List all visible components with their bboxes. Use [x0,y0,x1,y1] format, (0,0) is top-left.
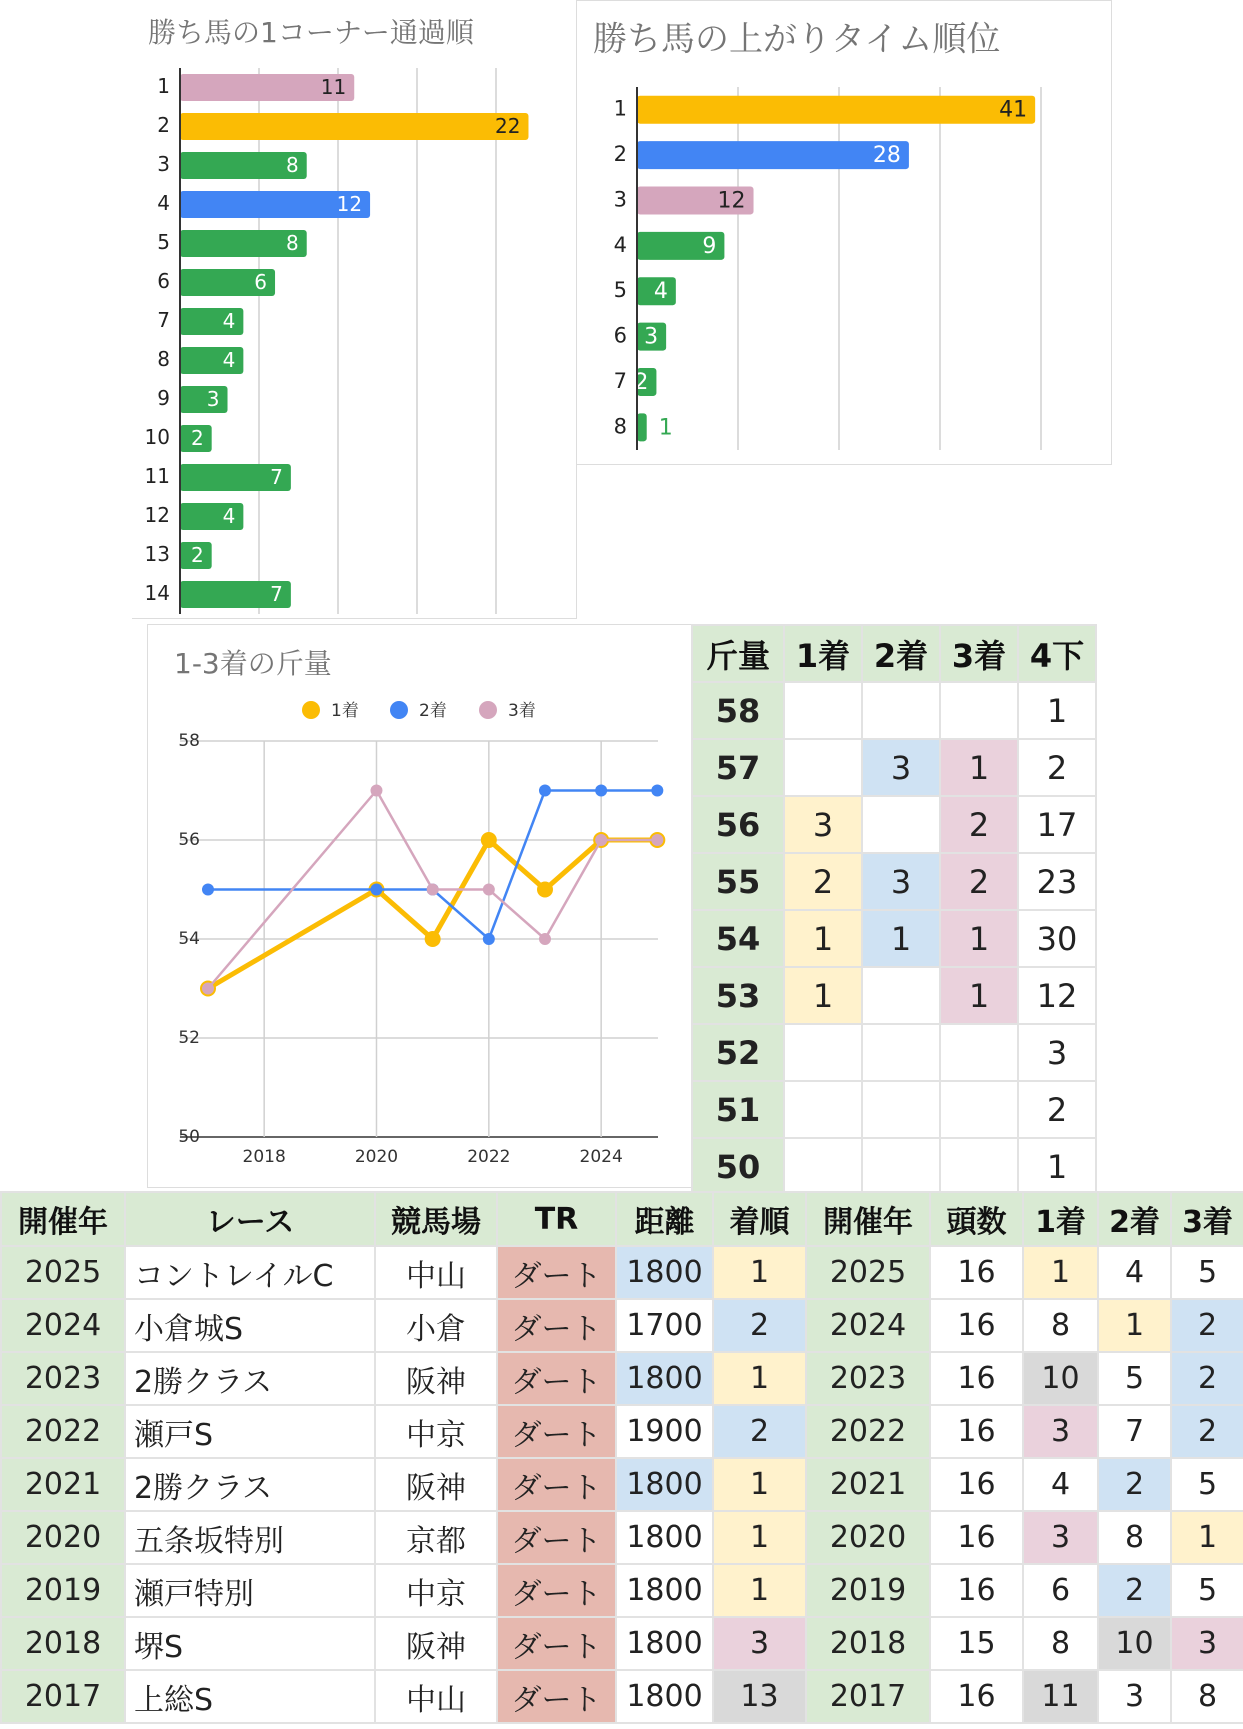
count-cell: 1 [940,739,1018,796]
results-table-header-cell: 1着 [1023,1192,1098,1246]
count-cell [784,739,862,796]
data-point [427,884,439,896]
category-label: 2 [157,113,170,137]
category-label: 1 [613,96,627,121]
bar-value-label: 4 [222,504,236,528]
data-point [202,884,214,896]
results-cell: 堺S [125,1617,375,1670]
agari-chart [577,1,1111,464]
count-cell [862,1024,940,1081]
legend-swatch [302,701,320,719]
results-cell: 1800 [616,1352,713,1405]
table-row [692,682,1096,739]
results-cell: ダート [497,1405,616,1458]
results-cell: 1 [713,1564,806,1617]
bar-value-label: 11 [320,75,347,99]
weight-chart-panel [147,624,693,1188]
bar [637,413,647,441]
table-row [1,1564,1243,1617]
x-tick-label: 2018 [242,1147,286,1167]
weight-value-cell: 53 [692,967,784,1024]
y-tick-label: 54 [178,929,200,949]
results-cell: 13 [713,1670,806,1723]
count-cell [784,1138,862,1195]
results-cell: 5 [1171,1564,1243,1617]
data-point [483,884,495,896]
results-table-header-cell: 距離 [616,1192,713,1246]
results-cell: 5 [1171,1458,1243,1511]
results-cell: 1 [713,1458,806,1511]
results-cell: 3 [1171,1617,1243,1670]
count-cell [862,796,940,853]
category-label: 2 [613,142,627,167]
table-row [692,967,1096,1024]
category-label: 3 [613,187,627,212]
bar-value-label: 4 [653,279,668,305]
bar-value-label: 3 [206,387,220,411]
results-cell: 京都 [375,1511,497,1564]
bar-value-label: 4 [222,309,236,333]
data-point [539,933,551,945]
weight-table-header-cell: 3着 [940,625,1018,682]
table-row [1,1617,1243,1670]
results-cell: 2023 [1,1352,125,1405]
results-cell: 16 [930,1511,1023,1564]
results-cell: 2019 [1,1564,125,1617]
y-tick-label: 50 [178,1127,200,1147]
category-label: 11 [144,464,170,488]
results-cell: 2 [1171,1352,1243,1405]
weight-table-header-cell: 斤量 [692,625,784,682]
results-cell: 4 [1098,1246,1171,1299]
bar-value-label: 22 [495,114,521,138]
weight-value-cell: 50 [692,1138,784,1195]
count-cell: 1 [784,967,862,1024]
results-cell: 中山 [375,1246,497,1299]
count-cell: 1 [940,910,1018,967]
results-table-header-cell: 競馬場 [375,1192,497,1246]
results-cell: 1800 [616,1564,713,1617]
data-point [370,785,382,797]
legend-swatch [390,701,408,719]
count-cell [784,1024,862,1081]
bar-value-label: 1 [658,415,673,441]
results-cell: ダート [497,1670,616,1723]
table-row [1,1670,1243,1723]
table-row [692,1081,1096,1138]
results-cell: 5 [1171,1246,1243,1299]
category-label: 7 [157,308,170,332]
category-label: 9 [157,386,170,410]
results-cell: 6 [1023,1564,1098,1617]
count-cell: 12 [1018,967,1096,1024]
results-cell: 1800 [616,1458,713,1511]
results-table-header-cell: レース [125,1192,375,1246]
count-cell: 1 [862,910,940,967]
bar-value-label: 2 [190,426,204,450]
weight-table-header-cell: 2着 [862,625,940,682]
count-cell [862,1138,940,1195]
legend-label: 1着 [331,701,359,721]
bar [637,141,909,169]
results-table-header-cell: 開催年 [1,1192,125,1246]
count-cell: 2 [1018,739,1096,796]
agari-chart-panel [576,0,1112,465]
table-row [1,1405,1243,1458]
bar-value-label: 4 [222,348,236,372]
results-cell: 16 [930,1405,1023,1458]
legend-label: 2着 [419,701,447,721]
data-point [481,832,497,848]
count-cell [784,682,862,739]
count-cell: 23 [1018,853,1096,910]
corner-chart-panel [132,0,577,619]
x-tick-label: 2022 [467,1147,511,1167]
results-table [0,1191,1243,1724]
x-tick-label: 2020 [354,1147,399,1167]
results-cell: 11 [1023,1670,1098,1723]
weight-value-cell: 55 [692,853,784,910]
results-cell: 7 [1098,1405,1171,1458]
bar-value-label: 3 [644,324,659,350]
results-table-header [1,1192,1243,1246]
table-row [1,1352,1243,1405]
results-cell: 1900 [616,1405,713,1458]
results-cell: 2022 [806,1405,930,1458]
weight-value-cell: 52 [692,1024,784,1081]
data-point [595,785,607,797]
weight-value-cell: 54 [692,910,784,967]
bar-value-label: 41 [999,97,1028,123]
count-cell [784,1081,862,1138]
count-cell: 3 [862,739,940,796]
category-label: 8 [157,347,170,371]
data-point [537,882,553,898]
count-cell [940,1081,1018,1138]
count-cell: 1 [1018,682,1096,739]
data-point [370,884,382,896]
results-table-header-cell: 開催年 [806,1192,930,1246]
results-cell: 1700 [616,1299,713,1352]
results-cell: 5 [1098,1352,1171,1405]
results-cell: 2025 [806,1246,930,1299]
results-cell: 2 [1098,1458,1171,1511]
results-cell: 1 [713,1511,806,1564]
count-cell [862,682,940,739]
category-label: 12 [144,503,170,527]
chart-title: 勝ち馬の1コーナー通過順 [148,16,474,49]
table-row [1,1511,1243,1564]
count-cell: 3 [1018,1024,1096,1081]
results-cell: ダート [497,1458,616,1511]
results-cell: 8 [1171,1670,1243,1723]
count-cell [940,1138,1018,1195]
results-cell: 2017 [806,1670,930,1723]
results-cell: ダート [497,1299,616,1352]
results-cell: ダート [497,1617,616,1670]
results-cell: 16 [930,1299,1023,1352]
results-cell: 1 [713,1352,806,1405]
data-point [202,983,214,995]
data-point [539,785,551,797]
results-cell: 瀬戸特別 [125,1564,375,1617]
results-cell: 3 [1098,1670,1171,1723]
results-cell: 2020 [806,1511,930,1564]
category-label: 5 [613,278,627,303]
results-cell: 阪神 [375,1458,497,1511]
count-cell: 3 [862,853,940,910]
table-row [1,1458,1243,1511]
results-cell: 瀬戸S [125,1405,375,1458]
results-cell: 1 [713,1246,806,1299]
results-cell: 2021 [806,1458,930,1511]
count-cell [940,1024,1018,1081]
results-cell: 16 [930,1352,1023,1405]
category-label: 7 [613,368,627,393]
legend-label: 3着 [508,701,536,721]
bar-value-label: 8 [285,153,299,177]
corner-chart [132,0,576,618]
count-cell: 1 [784,910,862,967]
table-row [692,1138,1096,1195]
count-cell: 1 [1018,1138,1096,1195]
results-cell: 16 [930,1670,1023,1723]
results-cell: 1800 [616,1617,713,1670]
table-row [692,739,1096,796]
series-line [208,791,657,940]
chart-title: 1-3着の斤量 [174,647,332,680]
results-cell: 4 [1023,1458,1098,1511]
table-row [1,1246,1243,1299]
category-label: 4 [613,232,627,257]
results-cell: 1 [1098,1299,1171,1352]
results-cell: 8 [1023,1299,1098,1352]
data-point [483,933,495,945]
bar-value-label: 9 [702,233,717,259]
results-cell: 2017 [1,1670,125,1723]
results-cell: 2 [1171,1405,1243,1458]
bar-value-label: 28 [872,143,901,169]
table-row [692,796,1096,853]
count-cell [940,682,1018,739]
results-cell: 2 [1098,1564,1171,1617]
results-cell: 2 [713,1299,806,1352]
table-row [692,1024,1096,1081]
results-cell: 2 [713,1405,806,1458]
bar [180,113,528,140]
weight-value-cell: 56 [692,796,784,853]
weight-table [691,624,1097,1196]
results-cell: 1800 [616,1246,713,1299]
count-cell: 2 [1018,1081,1096,1138]
results-cell: 上総S [125,1670,375,1723]
results-cell: 2023 [806,1352,930,1405]
results-cell: ダート [497,1246,616,1299]
results-cell: 小倉城S [125,1299,375,1352]
bar-value-label: 6 [254,270,268,294]
results-cell: 10 [1023,1352,1098,1405]
category-label: 13 [144,542,170,566]
results-cell: 中山 [375,1670,497,1723]
weight-chart [148,625,692,1187]
weight-value-cell: 51 [692,1081,784,1138]
results-cell: 2024 [806,1299,930,1352]
weight-table-header [692,625,1096,682]
results-cell: 16 [930,1564,1023,1617]
results-cell: 16 [930,1246,1023,1299]
table-row [692,910,1096,967]
results-cell: 2020 [1,1511,125,1564]
results-cell: ダート [497,1511,616,1564]
results-cell: 2018 [806,1617,930,1670]
results-cell: 8 [1023,1617,1098,1670]
y-tick-label: 52 [178,1028,200,1048]
results-cell: 1800 [616,1670,713,1723]
table-row [692,853,1096,910]
category-label: 4 [157,191,170,215]
bar [637,96,1035,124]
chart-title: 勝ち馬の上がりタイム順位 [593,19,1001,60]
data-point [651,785,663,797]
results-table-header-cell: 着順 [713,1192,806,1246]
category-label: 8 [613,414,627,439]
results-cell: 2 [1171,1299,1243,1352]
category-label: 5 [157,230,170,254]
bar-value-label: 2 [190,543,204,567]
results-table-header-cell: TR [497,1192,616,1246]
y-tick-label: 56 [178,830,200,850]
bar-value-label: 8 [285,231,299,255]
results-cell: 3 [1023,1511,1098,1564]
bar-value-label: 12 [717,188,746,214]
table-row [1,1299,1243,1352]
legend-swatch [479,701,497,719]
category-label: 6 [157,269,170,293]
results-cell: 2024 [1,1299,125,1352]
category-label: 14 [144,581,170,605]
results-cell: 小倉 [375,1299,497,1352]
bar-value-label: 7 [270,465,283,489]
results-cell: 3 [713,1617,806,1670]
results-cell: 3 [1023,1405,1098,1458]
results-cell: 2025 [1,1246,125,1299]
weight-value-cell: 58 [692,682,784,739]
results-cell: 2勝クラス [125,1458,375,1511]
data-point [595,834,607,846]
count-cell [862,967,940,1024]
weight-table-header-cell: 4下 [1018,625,1096,682]
results-cell: 15 [930,1617,1023,1670]
data-point [425,931,441,947]
results-cell: 2022 [1,1405,125,1458]
results-cell: 2021 [1,1458,125,1511]
results-table-header-cell: 頭数 [930,1192,1023,1246]
count-cell: 30 [1018,910,1096,967]
results-cell: 阪神 [375,1352,497,1405]
category-label: 6 [613,323,627,348]
results-table-header-cell: 2着 [1098,1192,1171,1246]
bar-value-label: 7 [270,582,283,606]
count-cell [862,1081,940,1138]
x-tick-label: 2024 [579,1147,623,1167]
bar [180,386,228,413]
results-cell: 8 [1098,1511,1171,1564]
results-cell: 中京 [375,1564,497,1617]
results-cell: ダート [497,1352,616,1405]
bar-value-label: 2 [634,369,649,395]
count-cell: 2 [940,853,1018,910]
category-label: 1 [157,74,170,98]
results-cell: 1 [1171,1511,1243,1564]
count-cell: 17 [1018,796,1096,853]
count-cell: 3 [784,796,862,853]
results-cell: コントレイルC [125,1246,375,1299]
count-cell: 2 [784,853,862,910]
results-table-header-cell: 3着 [1171,1192,1243,1246]
results-cell: 10 [1098,1617,1171,1670]
results-cell: 2勝クラス [125,1352,375,1405]
count-cell: 2 [940,796,1018,853]
results-cell: 五条坂特別 [125,1511,375,1564]
y-tick-label: 58 [178,731,200,751]
category-label: 10 [144,425,170,449]
results-cell: 阪神 [375,1617,497,1670]
category-label: 3 [157,152,170,176]
results-cell: 1 [1023,1246,1098,1299]
results-cell: 2018 [1,1617,125,1670]
count-cell: 1 [940,967,1018,1024]
results-cell: 中京 [375,1405,497,1458]
weight-value-cell: 57 [692,739,784,796]
weight-table-header-cell: 1着 [784,625,862,682]
bar-value-label: 12 [336,192,363,216]
data-point [651,834,663,846]
results-cell: 1800 [616,1511,713,1564]
results-cell: 2019 [806,1564,930,1617]
results-cell: 16 [930,1458,1023,1511]
results-cell: ダート [497,1564,616,1617]
